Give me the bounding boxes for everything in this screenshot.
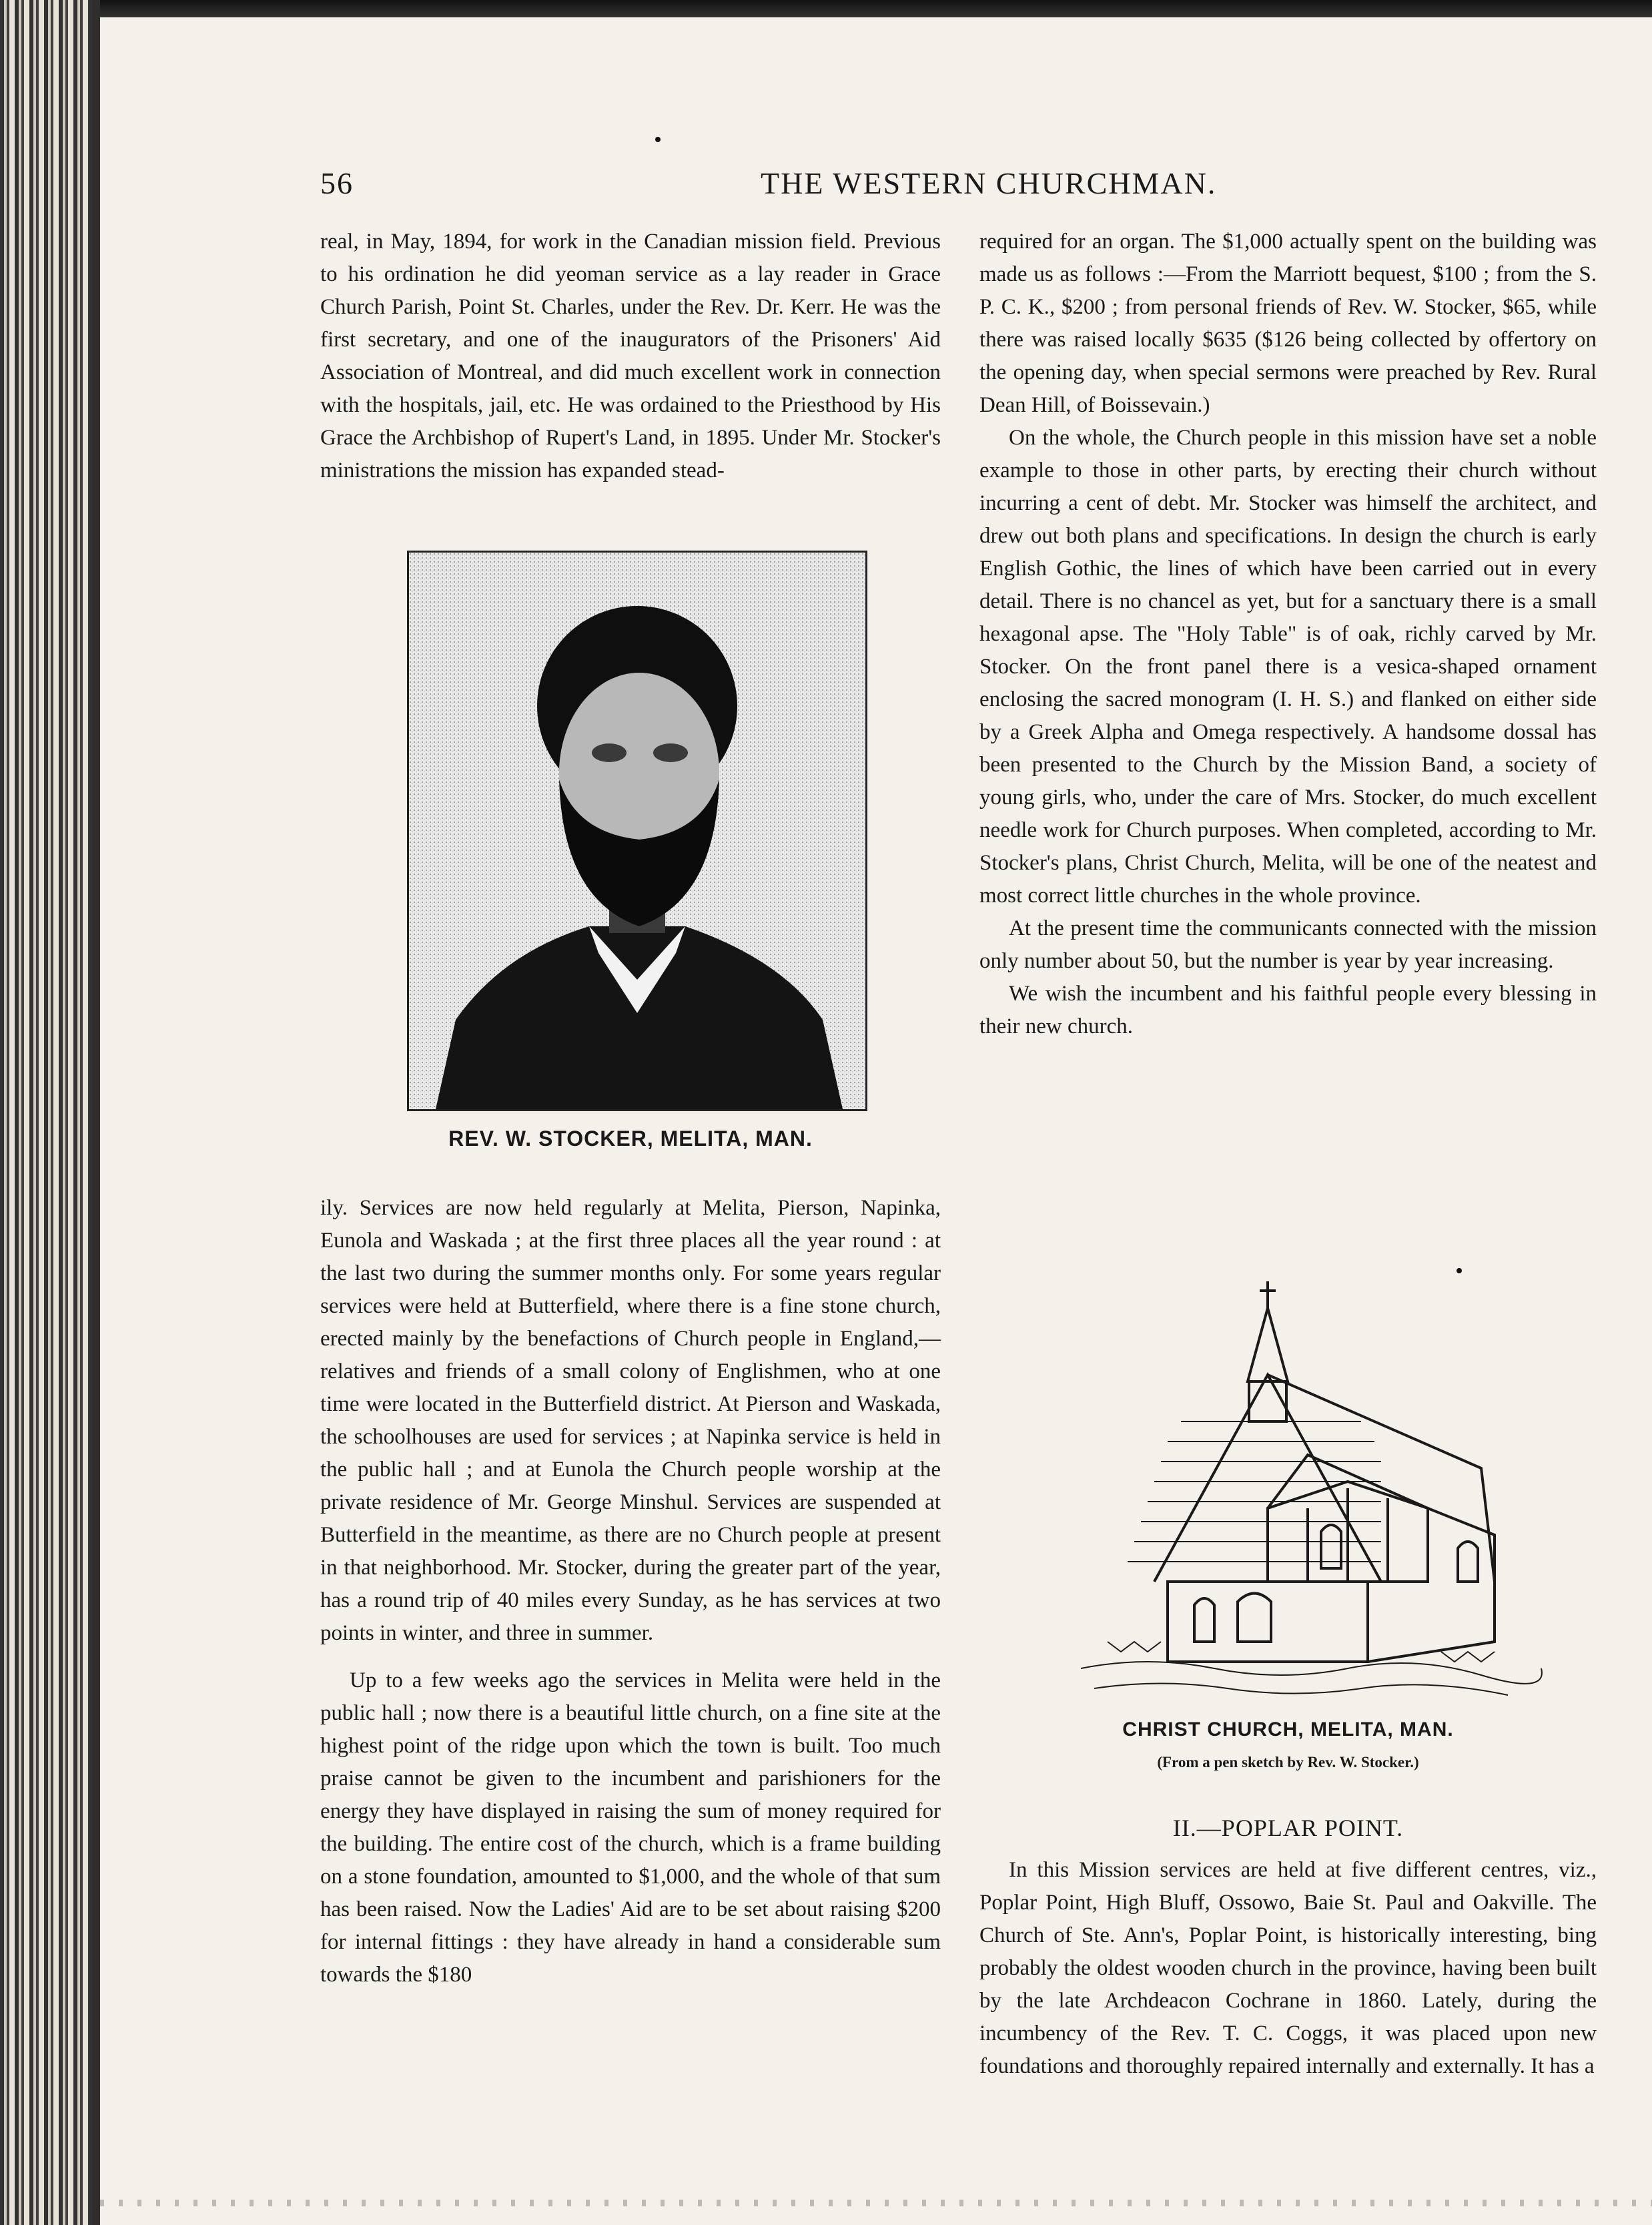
paragraph: real, in May, 1894, for work in the Canadian mission field. Previous to his ordination he did yeoman service as a lay reader in Grace Church Parish, Point St. Charles, under the Rev. Dr. Kerr. He was the first secretary, and one of the inaugurators of the Prisoners' Aid Association of Montreal, and did much excellent work in connection with the hospitals, jail, etc. He was ordained to the Priesthood by His Grace the Archbishop of Rupert's Land, in 1895. Under Mr. Stocker's ministrations the mission has expanded stead- xyxy=(320,230,941,483)
book-binding-edge xyxy=(0,0,100,2225)
right-column-top xyxy=(979,226,1597,1043)
page-number: 56 xyxy=(320,166,354,200)
section-heading: II.—POPLAR POINT. xyxy=(1172,1815,1404,1841)
church-subcaption: (From a pen sketch by Rev. W. Stocker.) xyxy=(1157,1754,1419,1771)
scan-top-border xyxy=(100,0,1652,17)
paragraph: Up to a few weeks ago the services in Melita were held in the public hall ; now there is a beautiful little church, on a fine site at the highest point of the ridge upon which the town is built. Too much praise cannot be given to the incumbent and parishioners for the energy they have displayed in raising the sum of money required for the building. The entire cost of the church, which is a frame building on a stone foundation, amounted to $1,000, and the whole of that sum has been raised. Now the Ladies' Aid are to be set about raising $200 for internal fittings : they have already in hand a considerable sum towards the $180 xyxy=(320,1668,941,1987)
left-column-top xyxy=(320,226,941,487)
left-column-bottom xyxy=(320,1192,941,1991)
paragraph: ily. Services are now held regularly at Melita, Pierson, Napinka, Eunola and Waskada ; at the first three places all the year round : at the last two during the summer months only. For some years regular services were held at Butterfield, where there is a fine stone church, erected mainly by the benefactions of Church people in England,—relatives and friends of a small colony of Englishmen, who at one time were located in the Butterfield district. At Pierson and Waskada, the schoolhouses are used for services ; at Napinka service is held in the public hall ; and at Eunola the Church people worship at the private residence of Mr. George Minshul. Services are suspended at Butterfield in the meantime, as there are no Church people at present in that neighborhood. Mr. Stocker, during the greater part of the year, has a round trip of 40 miles every Sunday, as he has services at two points in winter, and three in summer. xyxy=(320,1196,941,1645)
portrait-photo xyxy=(407,551,867,1111)
paragraph: required for an organ. The $1,000 actually spent on the building was made us as follows :—From the Marriott bequest, $100 ; from the S. P. C. K., $200 ; from personal friends of Rev. W. Stocker, $65, while there was raised locally $635 ($126 being collected by offertory on the opening day, when special sermons were preached by Rev. Rural Dean Hill, of Boissevain.) xyxy=(979,230,1597,417)
paragraph: On the whole, the Church people in this mission have set a noble example to those in other parts, by erecting their church without incurring a cent of debt. Mr. Stocker was himself the architect, and drew out both plans and specifications. In design the church is early English Gothic, the lines of which have been carried out in every detail. There is no chancel as yet, but for a sanctuary there is a small hexagonal apse. The "Holy Table" is of oak, richly carved by Mr. Stocker. On the front panel there is a vesica-shaped ornament enclosing the sacred monogram (I. H. S.) and flanked on either side by a Greek Alpha and Omega respectively. A handsome dossal has been presented to the Church by the Mission Band, a society of young girls, who, under the care of Mrs. Stocker, do much excellent needle work for Church purposes. When completed, according to Mr. Stocker's plans, Christ Church, Melita, will be one of the neatest and most correct little churches in the whole province. xyxy=(979,426,1597,908)
portrait-caption: REV. W. STOCKER, MELITA, MAN. xyxy=(448,1127,813,1151)
paragraph: At the present time the communicants connected with the mission only number about 50, but the number is year by year increasing. xyxy=(979,916,1597,973)
portrait-photo-icon xyxy=(409,553,865,1109)
scan-speck xyxy=(655,137,661,142)
paragraph: In this Mission services are held at five different centres, viz., Poplar Point, High Bluff, Ossowo, Baie St. Paul and Oakville. The Church of Ste. Ann's, Poplar Point, is historically interesting, bing probably the oldest wooden church in the province, having been built by the late Archdeacon Cochrane in 1860. Lately, during the incumbency of the Rev. T. C. Coggs, it was placed upon new foundations and thoroughly repaired internally and externally. It has a xyxy=(979,1858,1597,2078)
journal-title: THE WESTERN CHURCHMAN. xyxy=(761,166,1217,200)
church-drawing-icon xyxy=(1068,1268,1548,1708)
church-sketch xyxy=(1068,1268,1548,1708)
paragraph: We wish the incumbent and his faithful people every blessing in their new church. xyxy=(979,982,1597,1038)
scan-bottom-noise xyxy=(100,2200,1652,2206)
church-caption: CHRIST CHURCH, MELITA, MAN. xyxy=(1122,1718,1454,1740)
running-header xyxy=(320,166,1588,206)
right-column-bottom xyxy=(979,1854,1597,2083)
